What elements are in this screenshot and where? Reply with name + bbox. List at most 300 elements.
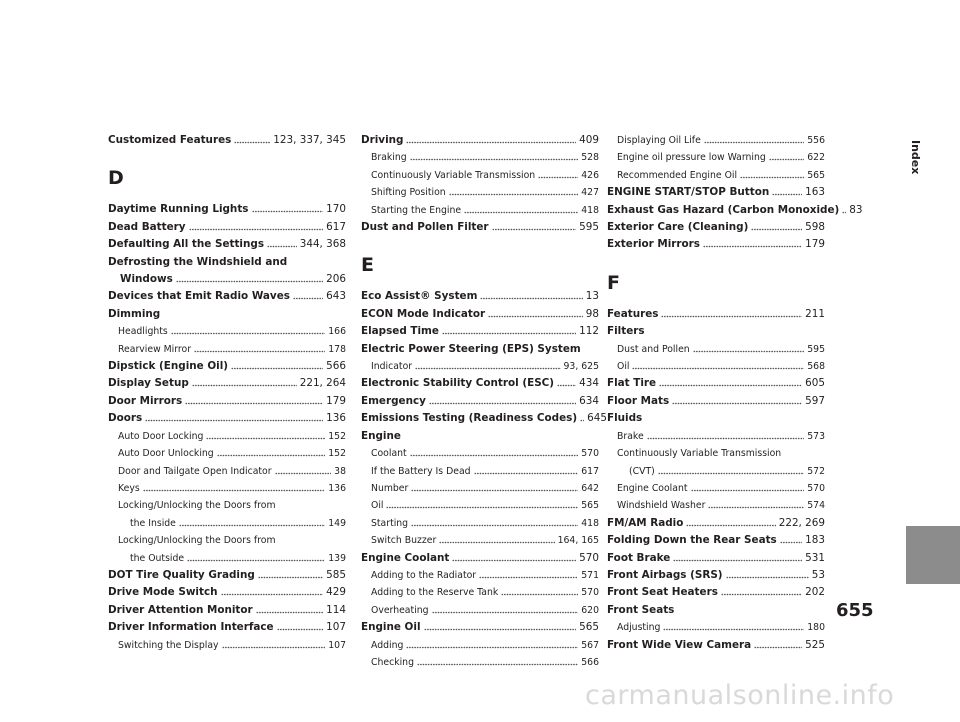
index-subentry[interactable]: [607, 428, 825, 445]
entry-label: ENGINE START/STOP Button: [607, 186, 770, 199]
page-reference-link[interactable]: 149: [328, 517, 346, 529]
index-entry[interactable]: [108, 584, 346, 601]
side-tab: [906, 46, 960, 586]
entry-label: Daytime Running Lights: [108, 203, 249, 216]
leader-dots: [479, 569, 578, 579]
entry-label: Driver Attention Monitor: [108, 603, 253, 616]
index-entry: [607, 410, 825, 427]
page-reference-link[interactable]: 574: [807, 500, 825, 512]
index-subentry[interactable]: [361, 654, 599, 671]
leader-dots: [691, 482, 805, 492]
page-reference-link[interactable]: 565: [807, 169, 825, 181]
entry-label: Locking/Unlocking the Doors from: [118, 500, 276, 512]
page-reference-link[interactable]: 429: [326, 586, 346, 599]
entry-label: Engine oil pressure low Warning: [617, 152, 766, 164]
entry-label: Door and Tailgate Open Indicator: [118, 465, 272, 477]
index-subentry[interactable]: [361, 167, 599, 184]
page-reference-link[interactable]: 570: [579, 551, 599, 564]
leader-dots: [740, 169, 804, 179]
entry-label: Emergency: [361, 394, 426, 407]
index-entry[interactable]: [607, 219, 825, 236]
entry-label: Brake: [617, 430, 644, 442]
leader-dots: [267, 238, 297, 248]
leader-dots: [417, 656, 578, 666]
leader-dots: [452, 552, 576, 562]
entry-label: Locking/Unlocking the Doors from: [118, 535, 276, 547]
leader-dots: [708, 499, 804, 509]
entry-label: Dust and Pollen: [617, 343, 690, 355]
entry-label: Flat Tire: [607, 377, 657, 390]
index-subentry[interactable]: [361, 515, 599, 532]
page-reference-link[interactable]: 98: [585, 307, 599, 320]
entry-label: Engine Coolant: [617, 482, 688, 494]
watermark: carmanualsonline.info: [585, 680, 895, 711]
index-subentry[interactable]: [108, 428, 346, 445]
index-subentry[interactable]: [361, 637, 599, 654]
index-entry[interactable]: [361, 306, 599, 323]
section-letter-heading: E: [361, 254, 374, 277]
thumb-tab[interactable]: [906, 526, 960, 584]
index-subentry[interactable]: [607, 358, 825, 375]
page-reference-link[interactable]: 53: [811, 568, 825, 581]
page-reference-link[interactable]: 183: [805, 534, 825, 547]
page-reference-link[interactable]: 112: [579, 325, 599, 338]
leader-dots: [672, 395, 802, 405]
page-reference-link[interactable]: 13: [585, 290, 599, 303]
page-reference-link[interactable]: 123, 337, 345: [273, 134, 346, 146]
index-column-2: [361, 132, 607, 671]
index-subentry[interactable]: [108, 550, 346, 567]
entry-label: Driving: [361, 134, 404, 146]
entry-label: Exterior Mirrors: [607, 238, 700, 251]
leader-dots: [772, 186, 802, 196]
entry-label: Doors: [108, 412, 143, 425]
page-reference-link[interactable]: 344, 368: [299, 238, 346, 251]
index-entry[interactable]: [361, 219, 599, 236]
entry-label: Oil: [371, 500, 384, 512]
page-reference-link[interactable]: 163: [805, 186, 825, 199]
entry-label: Displaying Oil Life: [617, 135, 701, 146]
page-reference-link[interactable]: 178: [328, 343, 346, 355]
index-subentry: [607, 445, 825, 462]
page-reference-link[interactable]: 643: [326, 290, 346, 303]
page-reference-link[interactable]: 152: [328, 430, 346, 442]
entry-label: the Inside: [130, 517, 176, 529]
leader-dots: [754, 639, 802, 649]
index-entry[interactable]: [361, 410, 607, 427]
leader-dots: [726, 569, 809, 579]
leader-dots: [410, 447, 579, 457]
page-reference-link[interactable]: 434: [579, 377, 599, 390]
index-subentry[interactable]: [607, 341, 825, 358]
entry-label: Switch Buzzer: [371, 535, 437, 547]
index-entry[interactable]: [607, 236, 825, 253]
entry-label: Filters: [607, 325, 645, 338]
index-entry[interactable]: [361, 323, 599, 340]
page-reference-link[interactable]: 634: [579, 394, 599, 407]
index-entry[interactable]: [607, 184, 825, 201]
index-subentry[interactable]: [361, 480, 599, 497]
page-reference-link[interactable]: 409: [579, 134, 599, 146]
page-reference-link[interactable]: 427: [581, 187, 599, 199]
index-subentry[interactable]: [607, 149, 825, 166]
index-subentry[interactable]: [607, 463, 825, 480]
index-subentry[interactable]: [361, 497, 599, 514]
page-reference-link[interactable]: 595: [579, 221, 599, 234]
index-subentry[interactable]: [108, 637, 346, 654]
index-subentry: [108, 532, 346, 549]
entry-label: Overheating: [371, 604, 429, 616]
page-reference-link[interactable]: 418: [581, 204, 599, 216]
leader-dots: [386, 499, 578, 509]
page-reference-link[interactable]: 136: [326, 412, 346, 425]
index-entry[interactable]: [361, 288, 599, 305]
page-reference-link[interactable]: 617: [581, 465, 599, 477]
leader-dots: [187, 552, 325, 562]
entry-label: Elapsed Time: [361, 325, 439, 338]
page-reference-link[interactable]: 426: [581, 169, 599, 181]
leader-dots: [176, 273, 323, 283]
index-entry[interactable]: [361, 550, 599, 567]
page-reference-link[interactable]: 598: [805, 221, 825, 234]
leader-dots: [658, 465, 804, 475]
page-reference-link[interactable]: 179: [326, 394, 346, 407]
entry-label: Electronic Stability Control (ESC): [361, 377, 555, 390]
leader-dots: [275, 465, 332, 475]
page-reference-link[interactable]: 525: [805, 638, 825, 651]
entry-label: Adding to the Reserve Tank: [371, 587, 499, 599]
leader-dots: [538, 169, 578, 179]
index-entry: [607, 323, 825, 340]
leader-dots: [439, 534, 554, 544]
page-reference-link[interactable]: 595: [807, 343, 825, 355]
entry-label: Front Seats: [607, 603, 675, 616]
leader-dots: [704, 134, 804, 144]
entry-label: Shifting Position: [371, 187, 446, 199]
index-entry[interactable]: [108, 288, 346, 305]
entry-label: Continuously Variable Transmission: [617, 448, 782, 460]
index-entry[interactable]: [607, 567, 825, 584]
leader-dots: [663, 621, 804, 631]
page-reference-link[interactable]: 570: [807, 482, 825, 494]
index-entry[interactable]: [607, 393, 825, 410]
section-letter-heading: F: [607, 271, 620, 294]
entry-label: Oil: [617, 361, 630, 373]
leader-dots: [411, 482, 578, 492]
leader-dots: [661, 308, 802, 318]
entry-label: Exterior Care (Cleaning): [607, 221, 749, 234]
section-letter-heading: D: [108, 167, 124, 190]
page-reference-link[interactable]: 528: [581, 152, 599, 164]
entry-label: Electric Power Steering (EPS) System: [361, 342, 581, 355]
index-entry: [607, 602, 825, 619]
leader-dots: [429, 395, 576, 405]
leader-dots: [171, 325, 325, 335]
page-reference-link[interactable]: 152: [328, 448, 346, 460]
entry-label: Drive Mode Switch: [108, 586, 218, 599]
entry-label: Adding to the Radiator: [371, 569, 477, 581]
index-column-1: [108, 132, 346, 654]
page-reference-link[interactable]: 642: [581, 482, 599, 494]
leader-dots: [557, 377, 576, 387]
page-reference-link[interactable]: 566: [326, 360, 346, 373]
entry-label: Customized Features: [108, 134, 232, 146]
page-reference-link[interactable]: 139: [328, 552, 346, 564]
leader-dots: [411, 517, 578, 527]
page-number: 655: [836, 600, 874, 621]
leader-dots: [185, 395, 323, 405]
index-entry[interactable]: [607, 550, 825, 567]
entry-label: Engine Coolant: [361, 551, 450, 564]
entry-label: Door Mirrors: [108, 394, 183, 407]
entry-label: Dipstick (Engine Oil): [108, 360, 229, 373]
entry-label: If the Battery Is Dead: [371, 465, 471, 477]
page-reference-link[interactable]: 418: [581, 517, 599, 529]
index-entry[interactable]: [108, 375, 346, 392]
index-subentry[interactable]: [361, 149, 599, 166]
entry-label: Checking: [371, 656, 414, 668]
leader-dots: [189, 221, 324, 231]
entry-label: Front Seat Heaters: [607, 586, 718, 599]
page-reference-link[interactable]: 570: [581, 587, 599, 599]
leader-dots: [406, 134, 576, 144]
index-entry[interactable]: [361, 375, 599, 392]
index-subentry[interactable]: [607, 619, 825, 636]
leader-dots: [751, 221, 802, 231]
index-entry[interactable]: [607, 515, 825, 532]
leader-dots: [406, 639, 578, 649]
leader-dots: [673, 552, 802, 562]
leader-dots: [221, 586, 324, 596]
page-reference-link[interactable]: 620: [581, 604, 599, 616]
index-entry[interactable]: [108, 132, 346, 149]
leader-dots: [769, 151, 804, 161]
entry-label: the Outside: [130, 552, 185, 564]
leader-dots: [194, 343, 325, 353]
page-reference-link[interactable]: 572: [807, 465, 825, 477]
entry-label: Starting: [371, 517, 409, 529]
leader-dots: [501, 586, 578, 596]
entry-label: Dust and Pollen Filter: [361, 221, 489, 234]
page-reference-link[interactable]: 83: [849, 203, 863, 216]
index-entry[interactable]: [108, 602, 346, 619]
index-entry[interactable]: [108, 619, 346, 636]
leader-dots: [464, 204, 578, 214]
index-entry[interactable]: [361, 619, 599, 636]
entry-label: Defrosting the Windshield and: [108, 255, 288, 268]
page-reference-link[interactable]: 556: [807, 135, 825, 146]
index-entry[interactable]: [108, 271, 346, 288]
entry-label: Starting the Engine: [371, 204, 462, 216]
index-entry: [361, 428, 599, 445]
page-reference-link[interactable]: 622: [807, 152, 825, 164]
entry-label: Exhaust Gas Hazard (Carbon Monoxide): [607, 203, 840, 216]
index-subentry[interactable]: [361, 202, 599, 219]
leader-dots: [842, 204, 846, 214]
entry-label: Front Wide View Camera: [607, 638, 752, 651]
leader-dots: [686, 517, 775, 527]
index-entry: [108, 254, 346, 271]
leader-dots: [222, 639, 326, 649]
entry-label: Windows: [120, 273, 173, 286]
index-entry[interactable]: [607, 202, 863, 219]
page-reference-link[interactable]: 645: [587, 412, 607, 425]
entry-label: Number: [371, 482, 409, 494]
index-subentry: [108, 497, 346, 514]
page-reference-link[interactable]: 179: [805, 238, 825, 251]
index-entry[interactable]: [108, 410, 346, 427]
index-entry[interactable]: [361, 393, 599, 410]
leader-dots: [192, 377, 297, 387]
index-subentry[interactable]: [361, 584, 599, 601]
entry-label: Devices that Emit Radio Waves: [108, 290, 290, 303]
entry-label: Emissions Testing (Readiness Codes): [361, 412, 578, 425]
index-entry: [108, 306, 346, 323]
entry-label: Dimming: [108, 307, 161, 320]
page-reference-link[interactable]: 597: [805, 394, 825, 407]
page-reference-link[interactable]: 38: [334, 465, 346, 477]
page-reference-link[interactable]: 617: [326, 220, 346, 233]
entry-label: Defaulting All the Settings: [108, 238, 265, 251]
page-reference-link[interactable]: 93, 625: [563, 361, 599, 373]
leader-dots: [424, 621, 577, 631]
section-side-label: Index: [909, 140, 922, 175]
page-reference-link[interactable]: 565: [579, 621, 599, 634]
page-reference-link[interactable]: 107: [326, 621, 346, 634]
page-reference-link[interactable]: 221, 264: [299, 377, 346, 390]
index-entry: [361, 341, 599, 358]
entry-label: FM/AM Radio: [607, 516, 684, 529]
leader-dots: [277, 621, 324, 631]
index-entry[interactable]: [607, 375, 825, 392]
entry-label: Adding: [371, 639, 404, 651]
page-reference-link[interactable]: 585: [326, 568, 346, 581]
leader-dots: [780, 534, 802, 544]
index-subentry[interactable]: [108, 480, 346, 497]
entry-label: Coolant: [371, 448, 407, 460]
entry-label: Switching the Display: [118, 639, 219, 651]
index-entry[interactable]: [108, 393, 346, 410]
index-entry[interactable]: [108, 358, 346, 375]
entry-label: Foot Brake: [607, 551, 671, 564]
leader-dots: [721, 586, 802, 596]
leader-dots: [231, 360, 323, 370]
entry-label: Windshield Washer: [617, 500, 706, 512]
page-reference-link[interactable]: 136: [328, 482, 346, 494]
index-subentry[interactable]: [108, 445, 346, 462]
page-reference-link[interactable]: 566: [581, 656, 599, 668]
index-subentry[interactable]: [607, 132, 825, 149]
index-subentry[interactable]: [361, 602, 599, 619]
page-reference-link[interactable]: 114: [326, 603, 346, 616]
entry-label: Indicator: [371, 361, 413, 373]
page-reference-link[interactable]: 570: [581, 448, 599, 460]
page-reference-link[interactable]: 206: [326, 273, 346, 286]
leader-dots: [632, 360, 804, 370]
index-subentry[interactable]: [607, 167, 825, 184]
entry-label: Engine: [361, 429, 401, 442]
index-subentry[interactable]: [108, 323, 346, 340]
page-reference-link[interactable]: 568: [807, 361, 825, 373]
index-entry[interactable]: [108, 219, 346, 236]
index-entry[interactable]: [108, 201, 346, 218]
leader-dots: [179, 517, 325, 527]
index-subentry[interactable]: [361, 567, 599, 584]
page-reference-link[interactable]: 164, 165: [557, 535, 599, 547]
page-reference-link[interactable]: 202: [805, 586, 825, 599]
index-subentry[interactable]: [361, 358, 599, 375]
page-reference-link[interactable]: 166: [328, 326, 346, 338]
page-reference-link[interactable]: 567: [581, 639, 599, 651]
leader-dots: [234, 134, 270, 144]
leader-dots: [474, 465, 579, 475]
leader-dots: [410, 151, 579, 161]
entry-label: Display Setup: [108, 377, 189, 390]
leader-dots: [415, 360, 560, 370]
index-subentry[interactable]: [361, 532, 599, 549]
page-reference-link[interactable]: 180: [807, 622, 825, 634]
index-entry[interactable]: [108, 567, 346, 584]
index-subentry[interactable]: [361, 445, 599, 462]
page-reference-link[interactable]: 211: [805, 307, 825, 320]
entry-label: (CVT): [629, 465, 655, 477]
page-reference-link[interactable]: 531: [805, 551, 825, 564]
index-subentry[interactable]: [607, 480, 825, 497]
page-reference-link[interactable]: 605: [805, 377, 825, 390]
leader-dots: [432, 604, 579, 614]
index-entry[interactable]: [108, 236, 346, 253]
entry-label: DOT Tire Quality Grading: [108, 568, 255, 581]
entry-label: Braking: [371, 152, 407, 164]
entry-label: Eco Assist® System: [361, 290, 478, 303]
leader-dots: [293, 290, 323, 300]
leader-dots: [206, 430, 325, 440]
index-subentry[interactable]: [108, 341, 346, 358]
leader-dots: [143, 482, 326, 492]
index-subentry[interactable]: [108, 463, 346, 480]
entry-label: Rearview Mirror: [118, 343, 192, 355]
page-reference-link[interactable]: 573: [807, 430, 825, 442]
index-subentry[interactable]: [361, 184, 599, 201]
entry-label: Fluids: [607, 412, 643, 425]
page-reference-link[interactable]: 571: [581, 569, 599, 581]
page-reference-link[interactable]: 565: [581, 500, 599, 512]
entry-label: Recommended Engine Oil: [617, 169, 738, 181]
index-subentry[interactable]: [361, 463, 599, 480]
index-entry[interactable]: [607, 637, 825, 654]
entry-label: Driver Information Interface: [108, 621, 274, 634]
page-reference-link[interactable]: 107: [328, 639, 346, 651]
index-entry[interactable]: [607, 306, 825, 323]
leader-dots: [442, 325, 576, 335]
entry-label: Keys: [118, 482, 140, 494]
page-reference-link[interactable]: 170: [326, 203, 346, 216]
entry-label: Continuously Variable Transmission: [371, 169, 536, 181]
leader-dots: [256, 604, 324, 614]
entry-label: Folding Down the Rear Seats: [607, 534, 777, 547]
entry-label: Features: [607, 307, 659, 320]
leader-dots: [703, 238, 802, 248]
leader-dots: [252, 203, 324, 213]
index-subentry[interactable]: [607, 497, 825, 514]
leader-dots: [492, 221, 577, 231]
page-reference-link[interactable]: 222, 269: [778, 516, 825, 529]
index-subentry[interactable]: [108, 515, 346, 532]
leader-dots: [659, 377, 802, 387]
index-entry[interactable]: [607, 584, 825, 601]
index-entry[interactable]: [361, 132, 599, 149]
index-entry[interactable]: [607, 532, 825, 549]
